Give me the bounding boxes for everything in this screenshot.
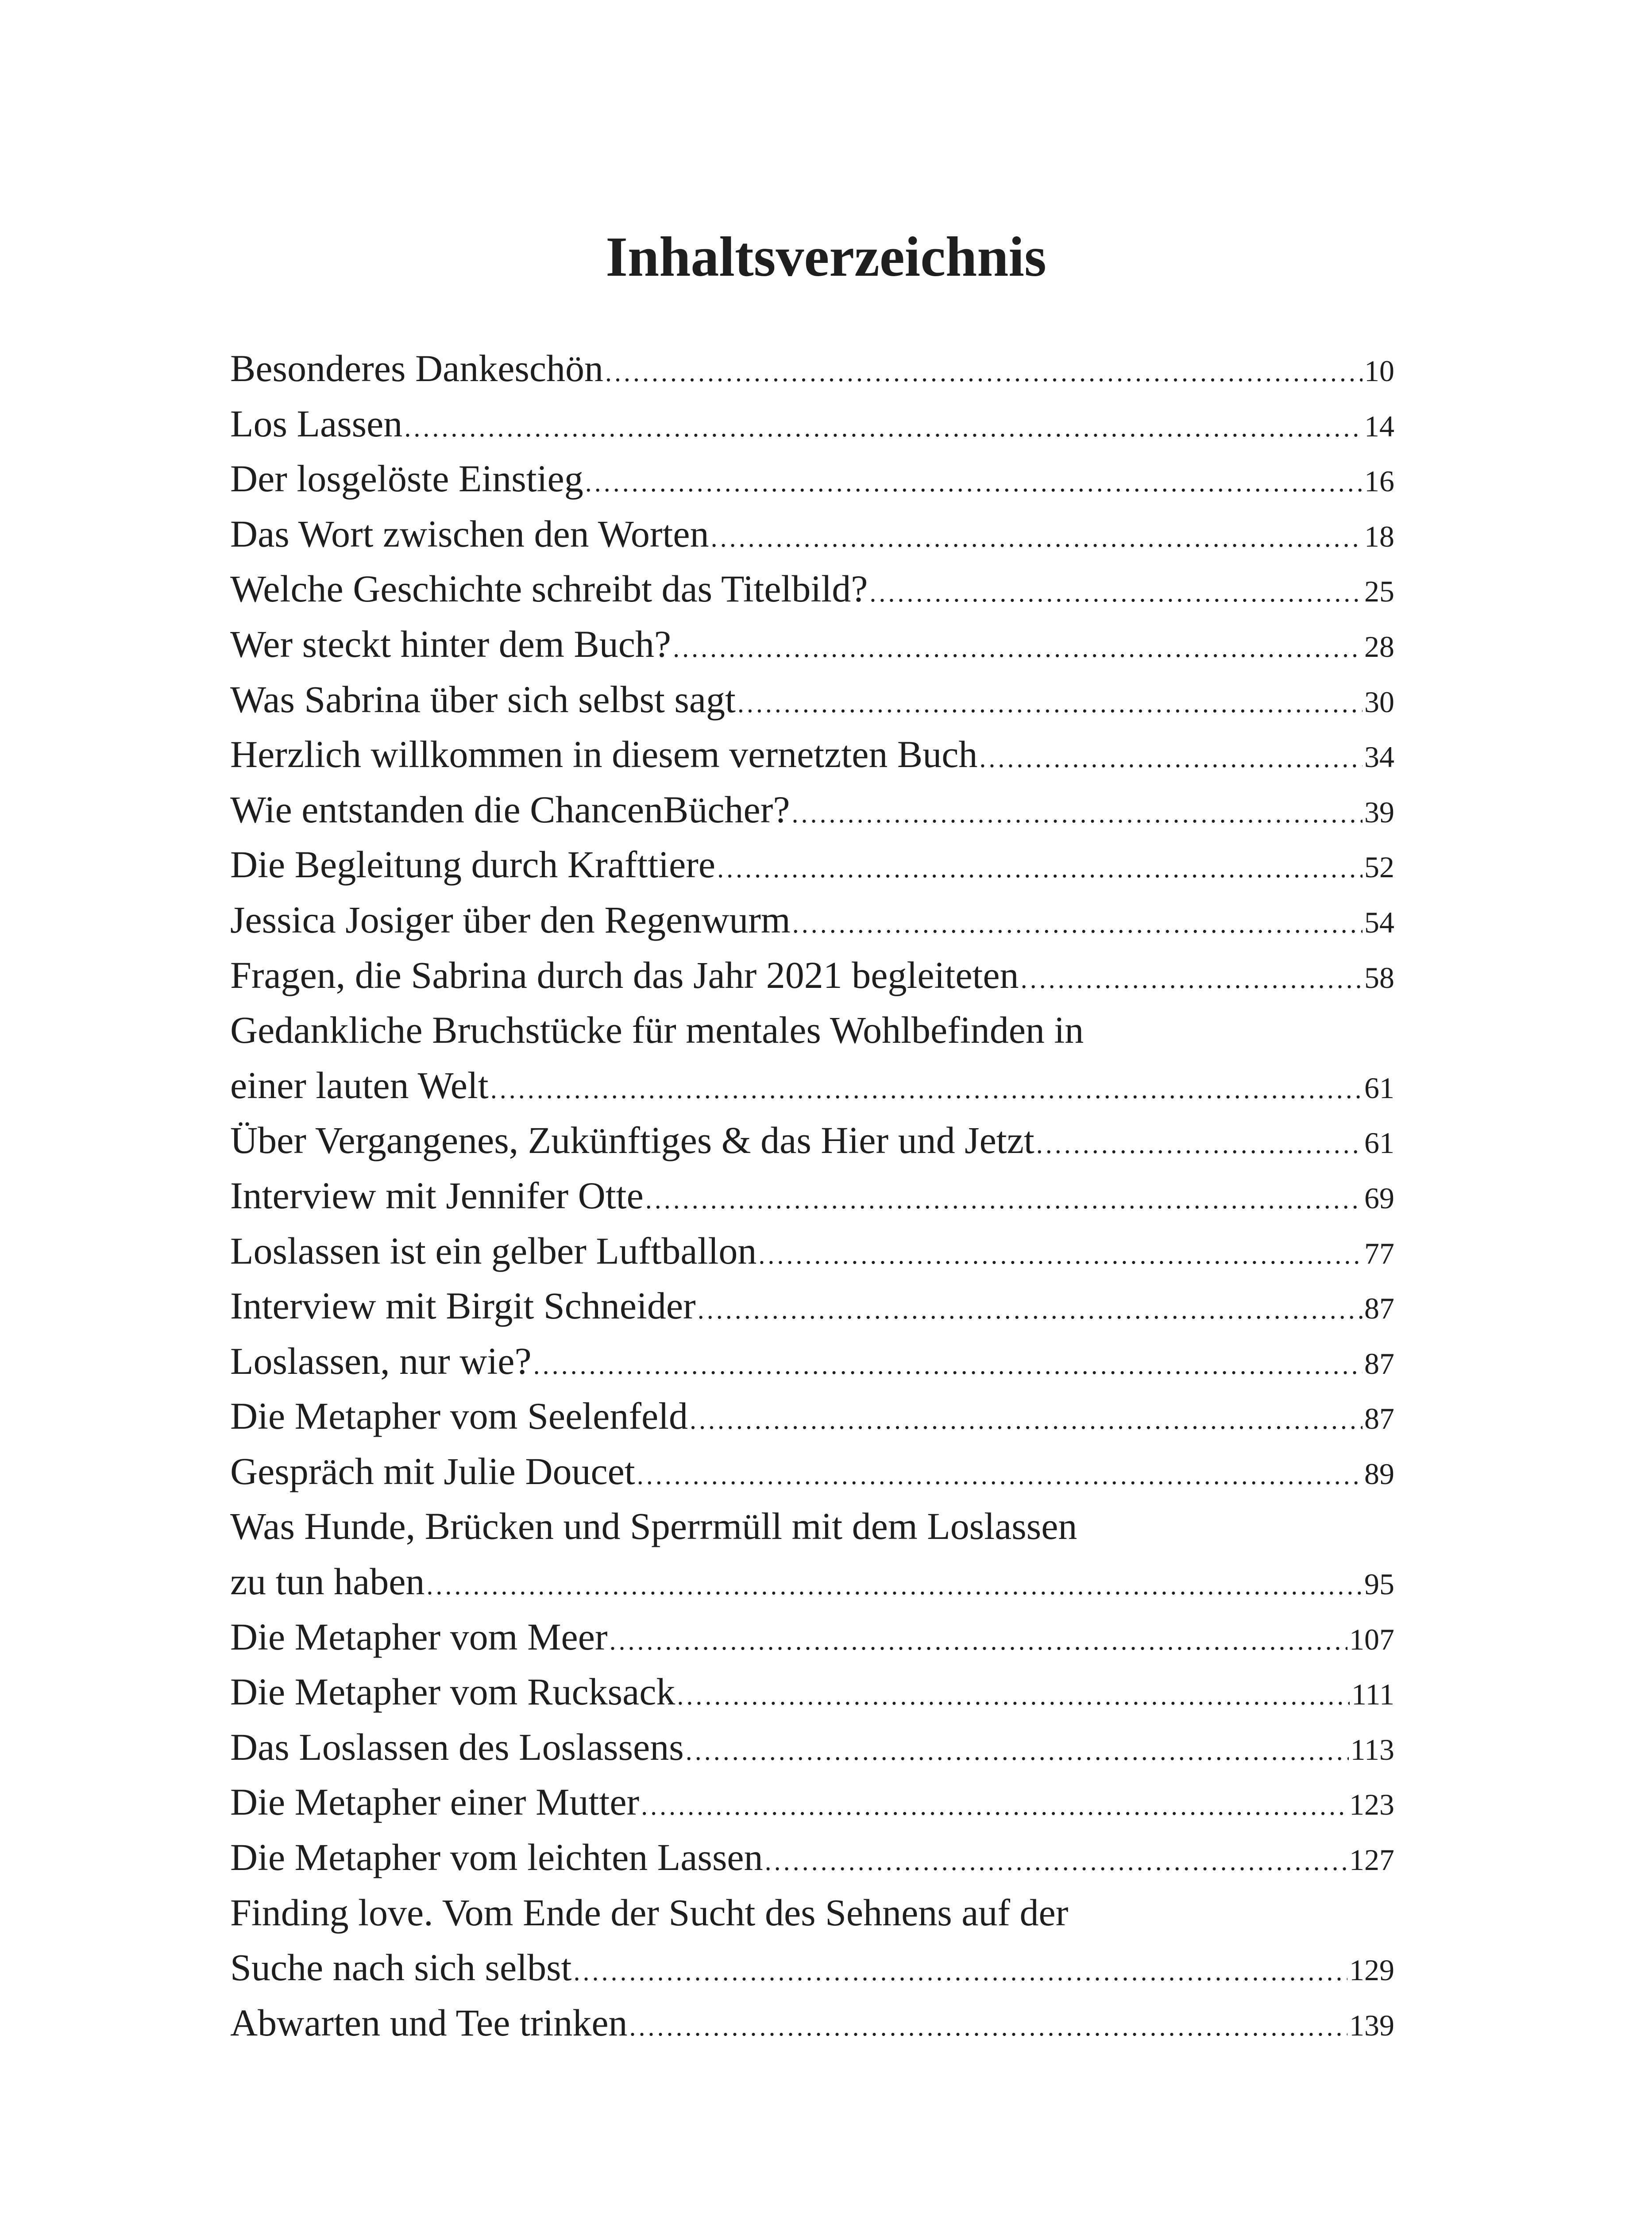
toc-entry-page-number: 107 bbox=[1349, 1622, 1394, 1656]
toc-entry-title: Die Metapher einer Mutter bbox=[230, 1781, 640, 1824]
toc-entry-page-number: 113 bbox=[1350, 1732, 1394, 1766]
toc-entry-row bbox=[230, 1278, 1394, 1334]
toc-entry-page-number: 39 bbox=[1364, 795, 1394, 829]
toc-entry bbox=[230, 1113, 1394, 1168]
toc-entry-page-number: 129 bbox=[1349, 1953, 1394, 1987]
toc-entry-title: Welche Geschichte schreibt das Titelbild? bbox=[230, 567, 868, 610]
dot-leader bbox=[673, 621, 1363, 676]
toc-entry bbox=[230, 1334, 1394, 1389]
toc-entry-row bbox=[230, 672, 1394, 727]
toc-entry bbox=[230, 451, 1394, 506]
toc-entry-page-number: 28 bbox=[1364, 629, 1394, 663]
toc-entry-row bbox=[230, 1223, 1394, 1279]
toc-entry-page-number: 87 bbox=[1364, 1402, 1394, 1436]
toc-entry bbox=[230, 1278, 1394, 1334]
toc-entry bbox=[230, 837, 1394, 892]
toc-entry bbox=[230, 506, 1394, 562]
dot-leader bbox=[1021, 952, 1363, 1007]
toc-entry bbox=[230, 892, 1394, 948]
toc-entry-title: einer lauten Welt bbox=[230, 1064, 489, 1106]
toc-entry-title: Die Metapher vom leichten Lassen bbox=[230, 1836, 763, 1879]
dot-leader bbox=[645, 1172, 1363, 1227]
toc-entry-page-number: 16 bbox=[1364, 464, 1394, 498]
toc-entry-title: Das Loslassen des Loslassens bbox=[230, 1725, 684, 1768]
toc-entry-row bbox=[230, 1388, 1394, 1444]
dot-leader bbox=[637, 1448, 1363, 1503]
dot-leader bbox=[717, 841, 1363, 896]
toc-entry bbox=[230, 1774, 1394, 1830]
toc-entry-title: Die Metapher vom Seelenfeld bbox=[230, 1395, 688, 1438]
dot-leader bbox=[610, 1613, 1347, 1669]
toc-entry-row bbox=[230, 948, 1394, 1003]
toc-entry bbox=[230, 948, 1394, 1003]
toc-entry-title: Abwarten und Tee trinken bbox=[230, 2001, 628, 2044]
dot-leader bbox=[979, 731, 1363, 786]
toc-entry-row bbox=[230, 1995, 1394, 2051]
toc-entry-title: Gespräch mit Julie Doucet bbox=[230, 1450, 635, 1492]
toc-entry-page-number: 111 bbox=[1351, 1677, 1394, 1712]
toc-entry-page-number: 87 bbox=[1364, 1292, 1394, 1326]
dot-leader bbox=[1036, 1117, 1363, 1172]
toc-entry-title: Besonderes Dankeschön bbox=[230, 347, 604, 389]
toc-entry-page-number: 14 bbox=[1364, 409, 1394, 443]
toc-entry-title-line: Gedankliche Bruchstücke für mentales Wohlbefinden in bbox=[230, 1009, 1084, 1052]
toc-entry-page-number: 61 bbox=[1364, 1126, 1394, 1160]
toc-entry bbox=[230, 1002, 1394, 1113]
toc-entry bbox=[230, 1168, 1394, 1223]
toc-entry-page-number: 123 bbox=[1349, 1788, 1394, 1822]
toc-entry-row bbox=[230, 1554, 1394, 1609]
toc-entry-title: Was Sabrina über sich selbst sagt bbox=[230, 678, 736, 721]
toc-entry-row bbox=[230, 837, 1394, 892]
toc-entry-page-number: 127 bbox=[1349, 1843, 1394, 1877]
toc-entry-row bbox=[230, 1334, 1394, 1389]
dot-leader bbox=[585, 455, 1363, 510]
dot-leader bbox=[792, 786, 1363, 841]
toc-entry bbox=[230, 1444, 1394, 1499]
toc-entry-row bbox=[230, 1058, 1394, 1113]
toc-entry-title: zu tun haben bbox=[230, 1560, 425, 1603]
toc-entry-page-number: 139 bbox=[1349, 2008, 1394, 2042]
toc-entry-row bbox=[230, 782, 1394, 837]
toc-entry-title: Das Wort zwischen den Worten bbox=[230, 512, 709, 555]
toc-entry-row bbox=[230, 1940, 1394, 1995]
dot-leader bbox=[737, 676, 1363, 731]
dot-leader bbox=[629, 1999, 1348, 2055]
dot-leader bbox=[690, 1392, 1363, 1448]
toc-entry bbox=[230, 617, 1394, 672]
dot-leader bbox=[711, 510, 1363, 566]
toc-entry-title: Interview mit Birgit Schneider bbox=[230, 1284, 696, 1327]
toc-entry bbox=[230, 1830, 1394, 1885]
toc-entry-row bbox=[230, 451, 1394, 506]
dot-leader bbox=[758, 1227, 1363, 1283]
toc-entry-page-number: 77 bbox=[1364, 1236, 1394, 1270]
toc-entry bbox=[230, 1885, 1394, 1995]
toc-entry-title: Interview mit Jennifer Otte bbox=[230, 1174, 644, 1217]
dot-leader bbox=[605, 345, 1363, 400]
toc-entry-title: Über Vergangenes, Zukünftiges & das Hier und Jetzt bbox=[230, 1119, 1034, 1162]
toc-entry-title-line: Was Hunde, Brücken und Sperrmüll mit dem Loslassen bbox=[230, 1505, 1077, 1548]
toc-entry-title: Jessica Josiger über den Regenwurm bbox=[230, 898, 791, 941]
toc-entry-title: Loslassen, nur wie? bbox=[230, 1339, 532, 1382]
toc-entry-row bbox=[230, 892, 1394, 948]
page-title: Inhaltsverzeichnis bbox=[606, 225, 1046, 288]
dot-leader bbox=[765, 1834, 1347, 1889]
dot-leader bbox=[404, 400, 1363, 455]
dot-leader bbox=[677, 1668, 1350, 1723]
toc-entry-page-number: 69 bbox=[1364, 1181, 1394, 1215]
toc-entry-page-number: 87 bbox=[1364, 1346, 1394, 1380]
toc-entry-row bbox=[230, 396, 1394, 451]
toc-entry-page-number: 95 bbox=[1364, 1567, 1394, 1601]
toc-entry bbox=[230, 396, 1394, 451]
toc-entry-page-number: 25 bbox=[1364, 574, 1394, 609]
toc-entry-row bbox=[230, 1444, 1394, 1499]
toc-entry bbox=[230, 1995, 1394, 2051]
toc-entry bbox=[230, 782, 1394, 837]
toc-entry bbox=[230, 1720, 1394, 1775]
toc-entry-title-line: Finding love. Vom Ende der Sucht des Sehnens auf der bbox=[230, 1891, 1069, 1934]
toc-entry-page-number: 34 bbox=[1364, 740, 1394, 774]
dot-leader bbox=[490, 1062, 1363, 1117]
toc-entry bbox=[230, 1499, 1394, 1609]
toc-entry-title: Die Metapher vom Rucksack bbox=[230, 1670, 675, 1713]
toc-entry-page-number: 52 bbox=[1364, 850, 1394, 884]
dot-leader bbox=[533, 1338, 1363, 1393]
toc-entry-row bbox=[230, 1830, 1394, 1885]
toc-entry-row bbox=[230, 727, 1394, 782]
toc-entry-title: Suche nach sich selbst bbox=[230, 1946, 572, 1989]
dot-leader bbox=[686, 1723, 1349, 1779]
toc-entry-title: Wer steckt hinter dem Buch? bbox=[230, 622, 672, 665]
toc-entry bbox=[230, 1388, 1394, 1444]
toc-entry-title: Loslassen ist ein gelber Luftballon bbox=[230, 1229, 757, 1272]
toc-entry bbox=[230, 561, 1394, 617]
dot-leader bbox=[426, 1558, 1363, 1613]
dot-leader bbox=[792, 896, 1363, 952]
toc-entry-page-number: 54 bbox=[1364, 905, 1394, 939]
toc-entry-row bbox=[230, 1168, 1394, 1223]
toc-entry-row bbox=[230, 1664, 1394, 1720]
toc-entry-row bbox=[230, 1113, 1394, 1168]
toc-entry-title: Wie entstanden die ChancenBücher? bbox=[230, 788, 790, 831]
toc-entry-page-number: 58 bbox=[1364, 960, 1394, 995]
toc-entry bbox=[230, 1609, 1394, 1665]
toc-entry-page-number: 61 bbox=[1364, 1071, 1394, 1105]
toc-entry-page-number: 89 bbox=[1364, 1457, 1394, 1491]
toc-entry-row bbox=[230, 617, 1394, 672]
toc-entry-page-number: 10 bbox=[1364, 354, 1394, 388]
toc-entry bbox=[230, 672, 1394, 727]
dot-leader bbox=[573, 1944, 1347, 1999]
toc-entry-title: Die Metapher vom Meer bbox=[230, 1615, 608, 1658]
dot-leader bbox=[698, 1282, 1363, 1338]
toc-entry-title: Der losgelöste Einstieg bbox=[230, 457, 583, 500]
toc-entry-row bbox=[230, 1774, 1394, 1830]
toc-entry-row bbox=[230, 1609, 1394, 1665]
toc-entry-row bbox=[230, 561, 1394, 617]
toc-entry-title: Herzlich willkommen in diesem vernetzten Buch bbox=[230, 733, 978, 776]
toc-entry-title: Die Begleitung durch Krafttiere bbox=[230, 843, 716, 886]
toc-entry-page-number: 30 bbox=[1364, 685, 1394, 719]
toc-entry bbox=[230, 1223, 1394, 1279]
toc-entry-row bbox=[230, 341, 1394, 396]
table-of-contents bbox=[230, 341, 1394, 2050]
toc-entry bbox=[230, 1664, 1394, 1720]
dot-leader bbox=[641, 1778, 1347, 1834]
dot-leader bbox=[869, 565, 1363, 621]
toc-entry-row bbox=[230, 1720, 1394, 1775]
toc-entry bbox=[230, 341, 1394, 396]
toc-entry-title: Fragen, die Sabrina durch das Jahr 2021 begleiteten bbox=[230, 953, 1019, 996]
toc-entry bbox=[230, 727, 1394, 782]
toc-entry-title: Los Lassen bbox=[230, 402, 403, 445]
toc-entry-page-number: 18 bbox=[1364, 519, 1394, 553]
toc-entry-row bbox=[230, 506, 1394, 562]
